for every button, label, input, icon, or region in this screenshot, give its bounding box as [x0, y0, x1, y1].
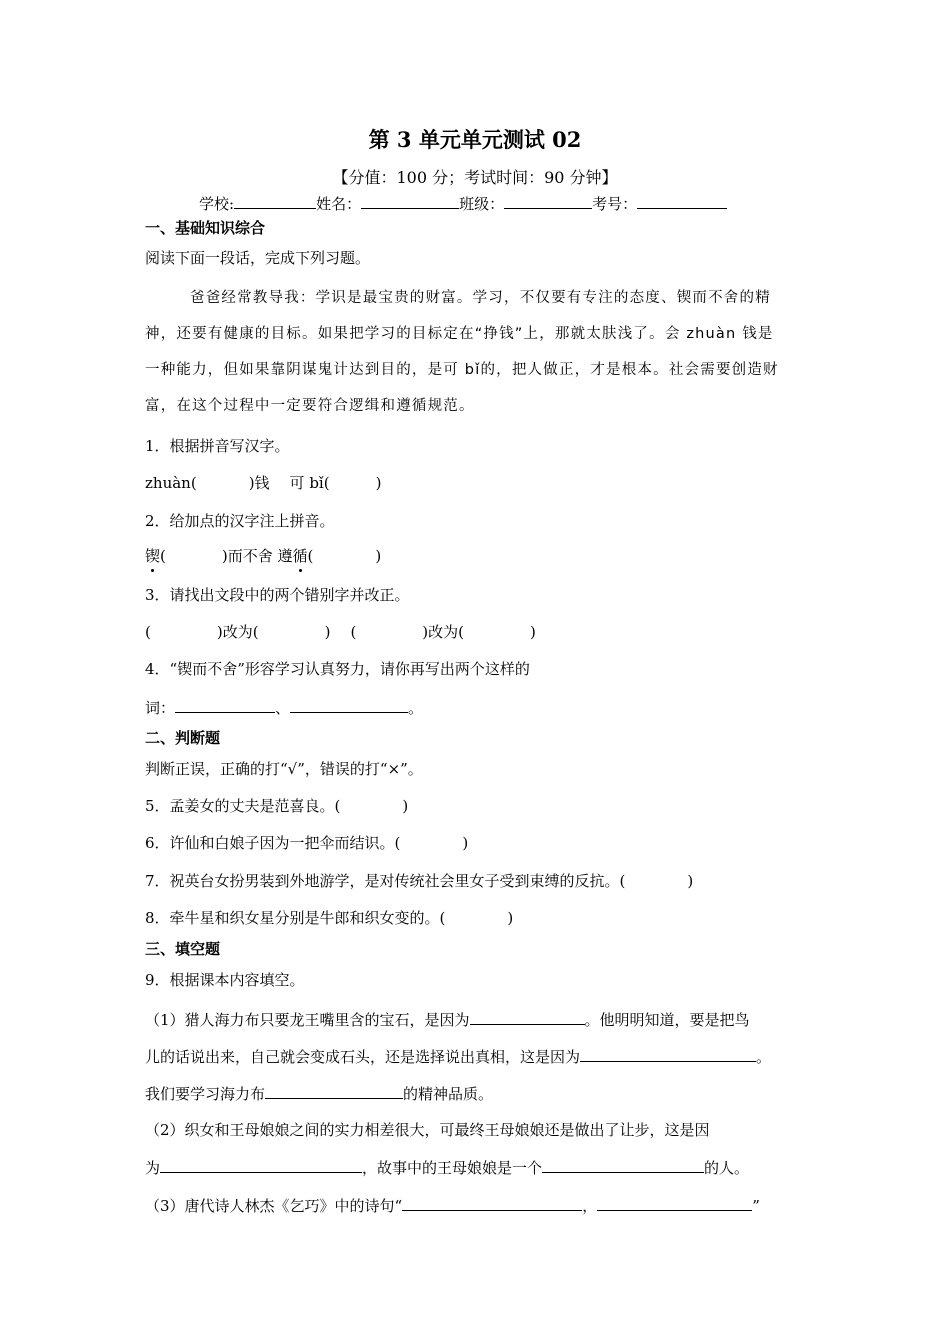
q4-text-c: 。: [408, 699, 424, 717]
exam-no-blank[interactable]: [637, 193, 727, 209]
q4-text-b: 、: [275, 699, 291, 717]
q9-p3-blank-1[interactable]: [402, 1195, 582, 1211]
q1-text-a: zhuàn(: [145, 474, 197, 492]
question-1-answers: [145, 473, 381, 493]
question-1: 1．根据拼音写汉字。: [145, 437, 290, 455]
question-8: [145, 908, 513, 928]
section1-instruction: 阅读下面一段话，完成下列习题。: [145, 249, 371, 267]
page-title: 第 3 单元单元测试 02: [368, 127, 582, 152]
q9-p1-blank-3[interactable]: [265, 1083, 403, 1099]
school-blank[interactable]: [234, 193, 316, 209]
passage-line-4: 富，在这个过程中一定要符合逻缉和遵循规范。: [145, 398, 475, 414]
q9-p2-blank-2[interactable]: [542, 1157, 704, 1173]
q8-text: 8．牵牛星和织女星分别是牛郎和织女变的。(: [145, 909, 446, 927]
q2-text-b: )而不舍 遵: [221, 547, 293, 565]
question-4: 4．“锲而不舍”形容学习认真努力，请你再写出两个这样的: [145, 660, 530, 678]
q6-close: ): [462, 834, 469, 852]
q3-text-a: (: [145, 623, 151, 641]
exam-subtitle: 【分值：100 分；考试时间：90 分钟】: [332, 168, 618, 187]
q7-text: 7．祝英台女扮男装到外地游学，是对传统社会里女子受到束缚的反抗。(: [145, 872, 626, 890]
q9-p1-text-a: （1）猎人海力布只要龙王嘴里含的宝石，是因为: [145, 1011, 470, 1029]
q9-part1-line1: [145, 1009, 750, 1030]
q4-answer-blank-1[interactable]: [175, 697, 275, 713]
q1-text-c: 可 bǐ(: [289, 474, 330, 492]
name-blank[interactable]: [361, 193, 459, 209]
passage-line-3: 一种能力，但如果靠阴谋鬼计达到目的，是可 bǐ的，把人做正，才是根本。社会需要创造财: [145, 362, 779, 378]
q9-p3-text-b: ，: [582, 1197, 598, 1215]
q9-p1-text-f: 的精神品质。: [403, 1085, 494, 1103]
q1-text-d: ): [375, 474, 382, 492]
q9-p1-blank-2[interactable]: [580, 1046, 756, 1062]
q9-p3-blank-2[interactable]: [597, 1195, 752, 1211]
q9-p1-text-d: 。: [756, 1048, 772, 1066]
q4-text-a: 词：: [145, 699, 176, 717]
section3-heading: 三、填空题: [145, 940, 221, 958]
question-9: 9．根据课本内容填空。: [145, 971, 305, 989]
school-label: 学校:: [199, 195, 235, 213]
q9-p2-text-b: 为: [145, 1159, 161, 1177]
q9-part2-line1: （2）织女和王母娘娘之间的实力相差很大，可最终王母娘娘还是做出了让步，这是因: [145, 1121, 710, 1139]
q3-text-d: (: [350, 623, 357, 641]
q9-p2-text-c: ，故事中的王母娘娘是一个: [362, 1159, 543, 1177]
question-3: 3．请找出文段中的两个错别字并改正。: [145, 586, 410, 604]
exam-no-label: 考号：: [592, 195, 638, 213]
q9-p1-text-b: 。他明明知道，要是把鸟: [584, 1011, 750, 1029]
question-2-answers: [145, 546, 381, 566]
q9-p2-text-d: 的人。: [704, 1159, 750, 1177]
q2-text-c: (: [307, 547, 314, 565]
dotted-char-qie: 锲: [145, 547, 161, 565]
q1-text-b: )钱: [248, 474, 270, 492]
section2-heading: 二、判断题: [145, 729, 221, 747]
section2-instruction: 判断正误，正确的打“√”，错误的打“×”。: [145, 760, 423, 778]
q2-text-a: (: [160, 547, 166, 565]
question-5: [145, 796, 408, 816]
dotted-char-xun: 循: [292, 547, 308, 565]
class-label: 班级：: [459, 195, 505, 213]
q9-p1-blank-1[interactable]: [470, 1009, 585, 1025]
q8-close: ): [507, 909, 514, 927]
question-4-answers: [145, 697, 423, 718]
q3-text-c: ): [324, 623, 331, 641]
question-7: [145, 871, 693, 891]
question-3-answers: [145, 622, 536, 642]
question-2: 2．给加点的汉字注上拼音。: [145, 512, 335, 530]
q9-p1-text-e: 我们要学习海力布: [145, 1085, 266, 1103]
q9-part1-line3: [145, 1083, 493, 1104]
student-info-row: [199, 193, 727, 214]
q9-part3-line1: [145, 1195, 760, 1216]
q3-text-e: )改为(: [422, 623, 465, 641]
q9-p3-text-c: ”: [752, 1197, 760, 1215]
passage-line-1: 爸爸经常教导我：学识是最宝贵的财富。学习，不仅要有专注的态度、锲而不舍的精: [190, 290, 771, 306]
class-blank[interactable]: [504, 193, 592, 209]
question-6: [145, 833, 468, 853]
q9-p2-blank-1[interactable]: [160, 1157, 362, 1173]
q2-text-d: ): [375, 547, 382, 565]
q9-part2-line2: [145, 1157, 749, 1178]
name-label: 姓名：: [316, 195, 362, 213]
passage-line-2: 神，还要有健康的目标。如果把学习的目标定在“挣钱”上，那就太肤浅了。会 zhuàn 钱是: [145, 326, 774, 342]
q9-p1-text-c: 儿的话说出来，自己就会变成石头，还是选择说出真相，这是因为: [145, 1048, 581, 1066]
q3-text-b: )改为(: [216, 623, 259, 641]
q3-text-f: ): [530, 623, 536, 641]
q7-close: ): [687, 872, 694, 890]
q9-p3-text-a: （3）唐代诗人林杰《乞巧》中的诗句“: [145, 1197, 403, 1215]
section1-heading: 一、基础知识综合: [145, 219, 266, 237]
q4-answer-blank-2[interactable]: [290, 697, 408, 713]
q5-close: ): [402, 797, 409, 815]
q9-part1-line2: [145, 1046, 771, 1067]
q6-text: 6．许仙和白娘子因为一把伞而结识。(: [145, 834, 401, 852]
q5-text: 5．孟姜女的丈夫是范喜良。(: [145, 797, 341, 815]
